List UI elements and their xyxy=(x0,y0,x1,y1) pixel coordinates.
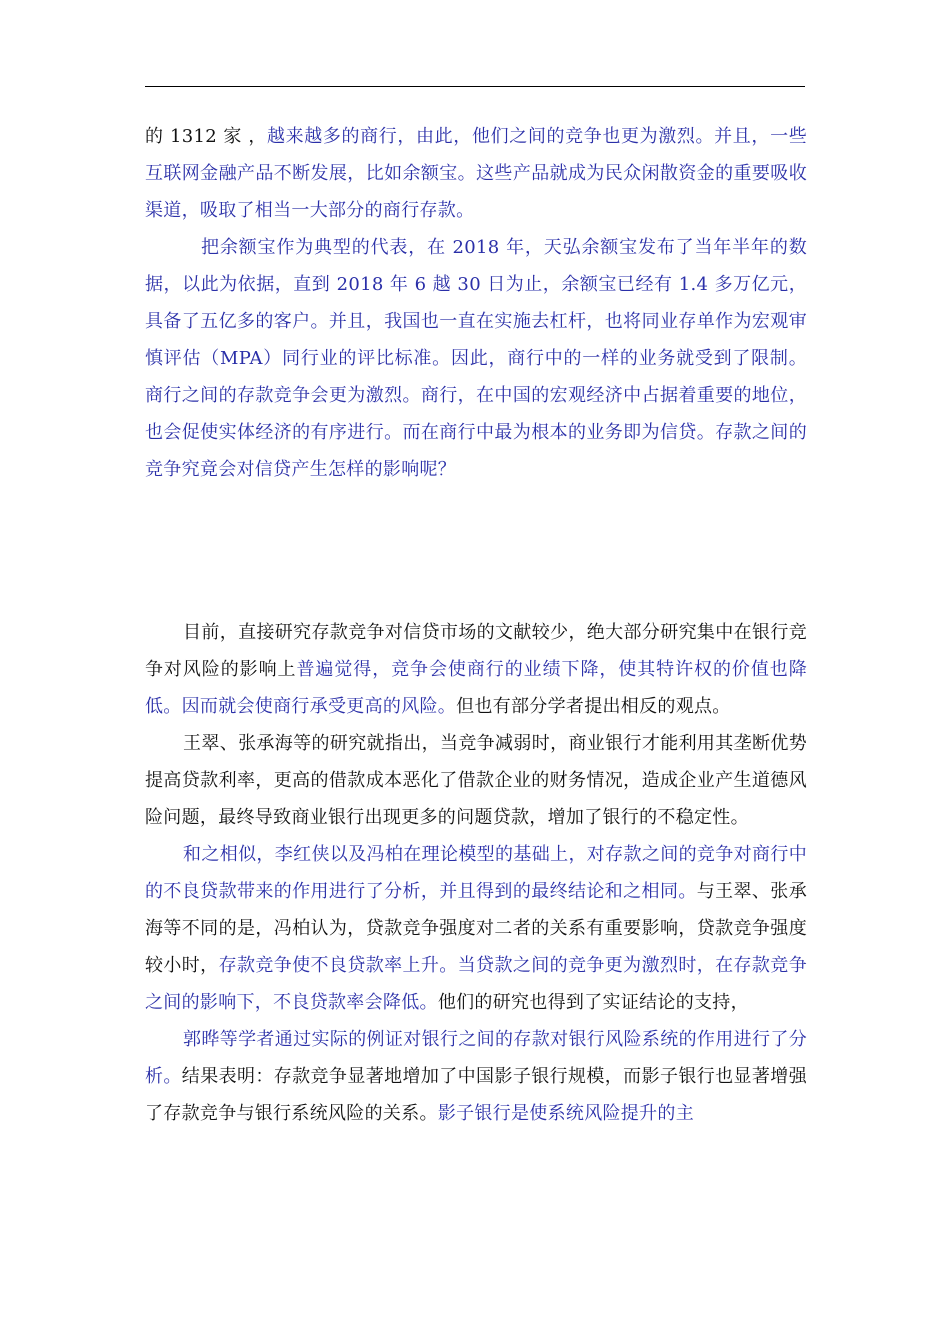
document-body xyxy=(145,118,807,1132)
text-run: 影子银行是使系统风险提升的主 xyxy=(437,1103,695,1124)
text-run: 普遍觉得，竞争会使商行的业绩下降，使其特许权的价值也降低。因而就会使商行承受更高的风险。 xyxy=(145,659,807,717)
text-run: 存款竞争使不良贷款率上升。当贷款之间的竞争更为激烈时，在存款竞争之间的影响下，不良贷款率会降低。 xyxy=(145,955,807,1013)
text-run: 王翠、张承海等的研究就指出，当竞争减弱时，商业银行才能利用其垄断优势提高贷款利率，更高的借款成本恶化了借款企业的财务情况，造成企业产生道德风险问题，最终导致商业银行出现更多的问题贷款，增加了银行的不稳定性。 xyxy=(145,733,807,828)
paragraph-3 xyxy=(145,614,807,725)
text-run: 把余额宝作为典型的代表，在 2018 年，天弘余额宝发布了当年半年的数据，以此为依据，直到 2018 年 6 越 30 日为止，余额宝已经有 1.4 多万亿元，具备了五亿多的客户。并且，我国也一直在实施去杠杆，也将同业存单作为宏观审慎评估（MPA）同行业的评比标准。因此，商行中的一样的业务就受到了限制。商行之间的存款竞争会更为激烈。商行，在中国的宏观经济中占据着重要的地位，也会促使实体经济的有序进行。而在商行中最为根本的业务即为信贷。存款之间的竞争究竟会对信贷产生怎样的影响呢？ xyxy=(145,237,807,480)
text-run: 越来越多的商行，由此，他们之间的竞争也更为激烈。并且，一些互联网金融产品不断发展，比如余额宝。这些产品就成为民众闲散资金的重要吸收渠道，吸取了相当一大部分的商行存款。 xyxy=(145,126,807,221)
text-run: 和之相似，李红侠以及冯柏在理论模型的基础上，对存款之间的竞争对商行中的不良贷款带来的作用进行了分析，并且得到的最终结论和之相同。 xyxy=(145,844,807,902)
text-run: 结果表明：存款竞争显著地增加了中国影子银行规模，而影子银行也显著增强了存款竞争与银行系统风险的关系。 xyxy=(145,1066,807,1124)
paragraph-2 xyxy=(145,229,807,488)
header-rule xyxy=(145,86,805,87)
text-run: 他们的研究也得到了实证结论的支持， xyxy=(437,992,749,1013)
text-run: 目前，直接研究存款竞争对信贷市场的文献较少，绝大部分研究集中在银行竞争对风险的影响上 xyxy=(145,622,807,680)
paragraph-6 xyxy=(145,1021,807,1132)
text-run: 与王翠、张承海等不同的是，冯柏认为，贷款竞争强度对二者的关系有重要影响，贷款竞争强度较小时， xyxy=(145,881,807,976)
text-run: 的 1312 家 ， xyxy=(145,126,267,147)
paragraph-5 xyxy=(145,836,807,1021)
paragraph-4 xyxy=(145,725,807,836)
paragraph-1 xyxy=(145,118,807,229)
text-run: 但也有部分学者提出相反的观点。 xyxy=(456,696,731,717)
text-run: 郭晔等学者通过实际的例证对银行之间的存款对银行风险系统的作用进行了分析。 xyxy=(145,1029,807,1087)
